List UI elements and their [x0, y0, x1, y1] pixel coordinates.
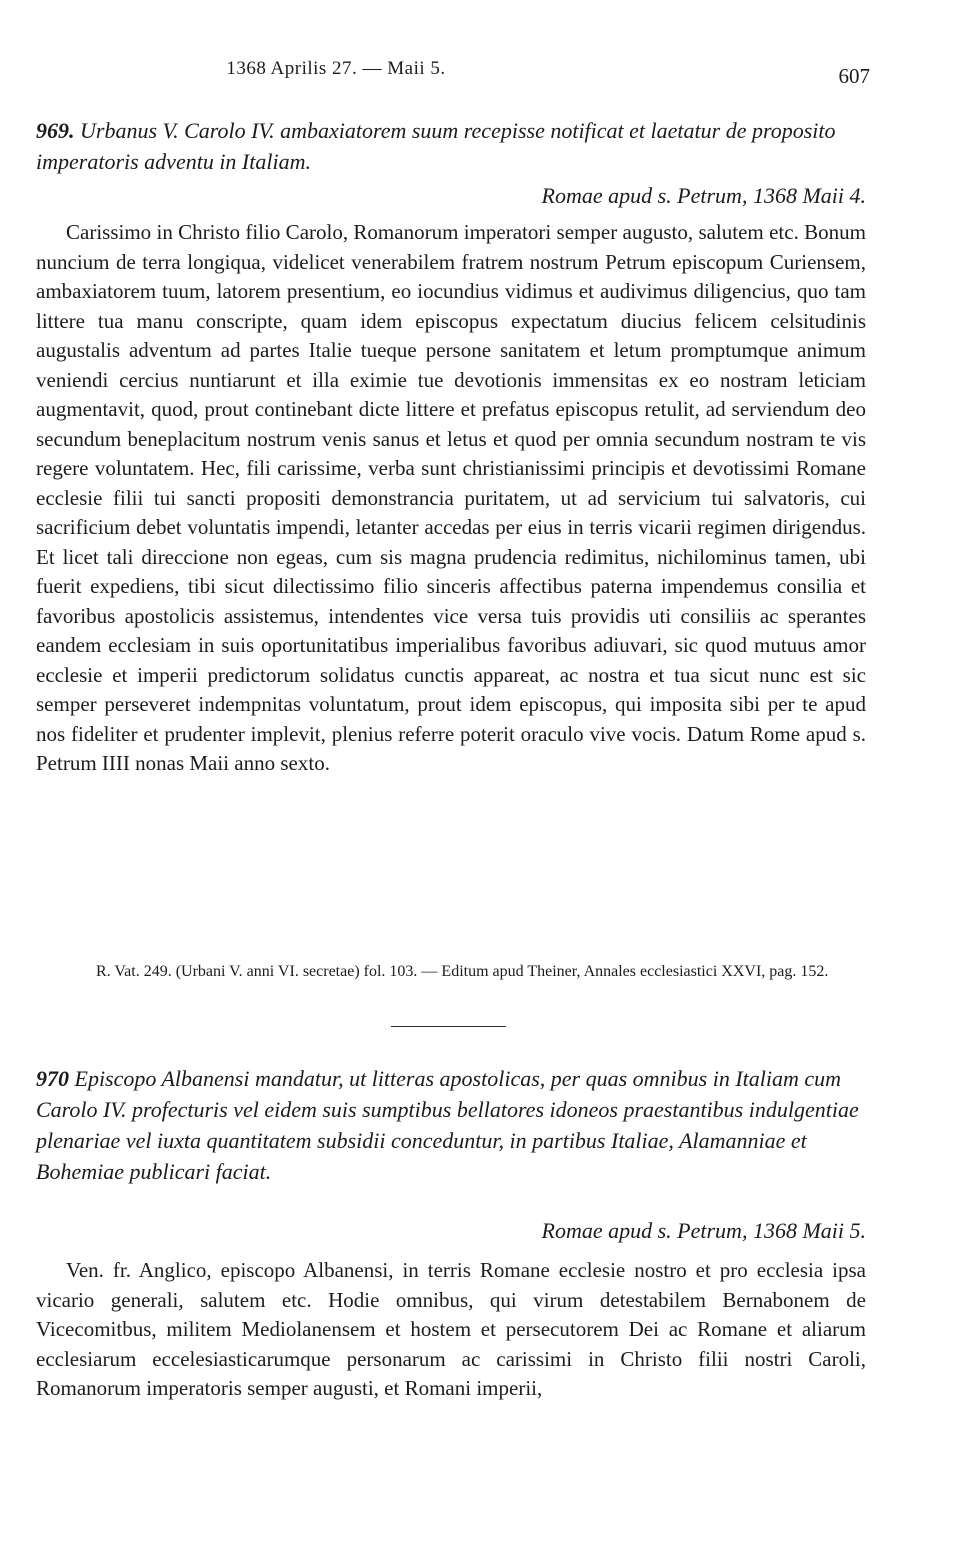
document-969-number: 969. — [36, 118, 75, 143]
running-title: 1368 Aprilis 27. — Maii 5. — [226, 58, 446, 79]
document-970-text: Ven. fr. Anglico, episcopo Albanensi, in terris Romane ecclesie nostro et pro ecclesia ipsa vicario generali, salutem etc. Hodie omnibus, qui virum detestabilem Bernabonem de Vicecomitbus, militem Mediolanensem et hostem et persecutorem Dei ac Romane et aliarum ecclesiarum eccelesiasticarumque personarum ac carissimi in Christo filii nostri Caroli, Romanorum imperatoris semper augusti, et Romani imperii, — [36, 1258, 866, 1400]
document-970-number: 970 — [36, 1066, 69, 1091]
page-number: 607 — [838, 64, 870, 88]
document-969-summary — [36, 115, 866, 177]
document-970-body — [36, 1256, 866, 1404]
document-969-source-text: R. Vat. 249. (Urbani V. anni VI. secretae) fol. 103. — Editum apud Theiner, Annales ecclesiastici XXVI, pag. 152. — [96, 963, 829, 980]
document-969-text: Carissimo in Christo filio Carolo, Romanorum imperatori semper augusto, salutem etc. Bonum nuncium de terra longiqua, videlicet venerabilem fratrem nostrum Petrum episcopum Curiensem, ambaxiatorem tuum, latorem presentium, eo iocundius vidimus et audivimus diligencius, quo tam littere tua manu conscripte, quam idem episcopus expectatum diucius felicem celsitudinis augustalis adventum ad partes Italie tueque persone sanitatem et letum promptumque animum veniendi cercius nuntiarunt et illa eximie tue devotionis immensitas ex eo nostram leticiam augmentavit, quod, prout continebant dicte littere et prefatus episcopus retulit, ad serviendum deo secundum beneplacitum nostrum venis sanus et letus et quod per omnia secundum nostram te vis regere voluntatem. Hec, fili carissime, verba sunt christianissimi principis et devotissimi Romane ecclesie filii tui sancti propositi demonstrancia puritatem, ut ad servicium tui salvatoris, cui sacrificium debet voluntatis impendi, letanter accedas per eius in terris vicarii regimen dirigendus. Et licet tali direccione non egeas, cum sis magna prudencia redimitus, nichilominus tamen, ubi fuerit expediens, tibi sicut dilectissimo filio sinceris affectibus paterna impendemus consilia et favoribus apostolicis assistemus, intendentes vice versa tuis providis uti consiliis ac sperantes eandem ecclesiam in suis oportunitatibus imperialibus favoribus adiuvari, sic quod mutuus amor ecclesie et imperii predictorum solidatus cunctis appareat, ac nostra et tua sicut nunc est sic semper perseveret indempnitas voluntatum, prout idem episcopus, qui imposita sibi per te apud nos fideliter et prudenter implevit, plenius referre poterit oraculo vive vocis. Datum Rome apud s. Petrum IIII nonas Maii anno sexto. — [36, 220, 866, 775]
document-969-summary-text: Urbanus V. Carolo IV. ambaxiatorem suum recepisse notificat et laetatur de proposito imperatoris adventu in Italiam. — [36, 118, 836, 174]
document-970-summary — [36, 1063, 866, 1187]
document-970-dateline: Romae apud s. Petrum, 1368 Maii 5. — [541, 1218, 866, 1243]
document-970-summary-text: Episcopo Albanensi mandatur, ut litteras apostolicas, per quas omnibus in Italiam cum Carolo IV. profecturis vel eidem suis sumptibus bellatores idoneos praestantibus indulgentiae plenariae vel iuxta quantitatem subsidii conceduntur, in partibus Italiae, Alamanniae et Bohemiae publicari faciat. — [36, 1066, 859, 1184]
document-969-source-note — [36, 960, 866, 984]
document-969-body — [36, 218, 866, 779]
section-separator — [391, 1026, 506, 1027]
document-page — [36, 0, 870, 1559]
running-head — [36, 58, 870, 88]
document-969-dateline: Romae apud s. Petrum, 1368 Maii 4. — [541, 183, 866, 208]
